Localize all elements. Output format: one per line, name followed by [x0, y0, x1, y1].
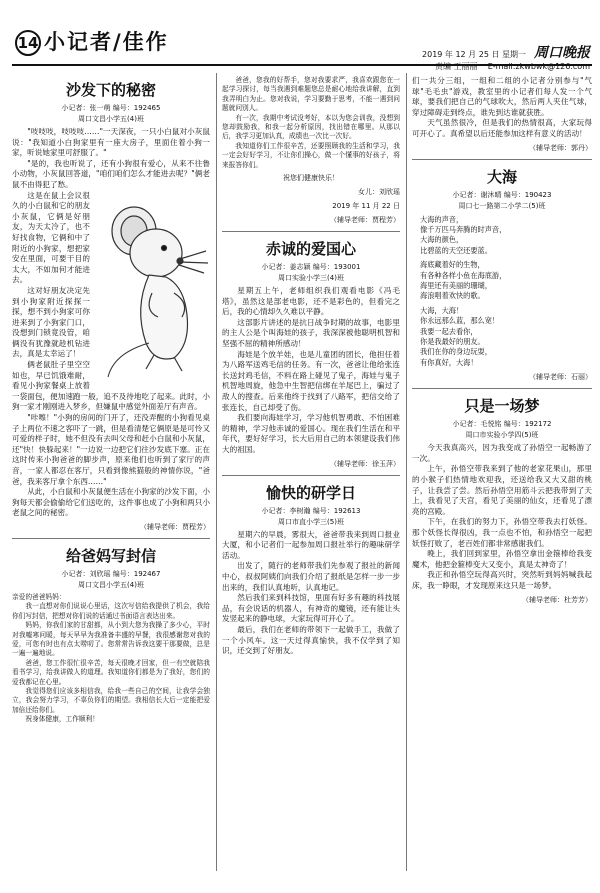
poem-line: 大海的颜色，	[420, 235, 464, 245]
paragraph: 有一次，我期中考试没考好，本以为您会训我，没想到您却鼓励我，和我一起分析原因，找出错在哪里。从那以后，我学习更加认真，成绩也一次比一次好。	[222, 113, 400, 141]
paragraph: 我们要向海娃学习，学习他机智勇敢、不怕困难的精神，学习他赤诚的爱国心。现在我们生活在和平年代，要好好学习，长大后用自己的本领建设我们伟大的祖国。	[222, 413, 400, 454]
article-byline: 小记者：刘欣瑶 编号：192467	[61, 569, 161, 578]
paragraph: 上午，孙悟空带我来到了他的老家花果山，那里的小猴子们热情地欢迎我，还送给我又大又甜的桃子，让我尝了尝。然后孙悟空用筋斗云把我带到了天上，我看见了天宫，看见了美丽的仙女，还看见了漂亮的宫殿。	[412, 464, 592, 516]
teacher-credit: （辅导老师：杜芳芳）	[522, 595, 592, 604]
poem-line: 我要一起去看你，	[420, 326, 478, 336]
paragraph: 出发了，随行的老师带我们先参观了报社的新闻中心，叔叔阿姨们向我们介绍了报纸是怎样一步一步出来的，我们认真地听，认真地记。	[222, 561, 400, 592]
article-body	[222, 530, 400, 657]
article-body	[412, 443, 592, 591]
article-school: 周口七一路第二小学二(5)班	[458, 201, 546, 210]
poem-line: 比碧蓝的天空还要蓝。	[420, 245, 492, 255]
poem-stanza	[420, 215, 592, 257]
poem-line: 大海的声音，	[420, 214, 464, 224]
article-school: 周口市直小学三(5)班	[278, 517, 344, 526]
teacher-credit: （辅导老师：徐玉萍）	[330, 459, 400, 468]
teacher-credit: （辅导老师：贾程芳）	[330, 216, 400, 225]
letter-signature: 女儿：刘欣瑶	[358, 188, 400, 197]
paragraph: 爸爸，您工作很忙很辛苦，每天很晚才回家，但一有空就陪我看书学习，给我讲做人的道理。我知道你们都是为了我好，您们的爱我都记在心里。	[12, 658, 210, 686]
page-header	[0, 0, 600, 71]
article-shafa	[12, 81, 210, 532]
issue-date: 2019 年 12 月 25 日 星期一	[422, 50, 526, 59]
article-body	[12, 593, 210, 725]
paragraph: 亲爱的爸爸妈妈：	[12, 592, 66, 601]
section-title: 小记者/佳作	[44, 29, 169, 54]
paragraph: 爸爸，您我的好帮手，您对我要求严，我喜欢跟您在一起学习探讨，每当我遇到难题您总是耐心地给我讲解，直到我弄明白为止。您对我说，学习要勤于思考，不能一遇到问题就问别人。	[222, 76, 400, 113]
poem-line: 有你真好，大海！	[420, 357, 478, 367]
article-title: 大海	[486, 167, 517, 186]
poem-line: 海浪唱着欢快的歌。	[420, 291, 485, 301]
paragraph: 妈妈，你我们家的甘甜都，从小到大您为我操了多少心，平时对我嘘寒问暖，每天早早为我准备丰盛的早餐，我很感谢您对我的爱，可您有时也有点太唠叨了。您常常告诉我这要干那要做，总是一遍一遍地说。	[12, 621, 210, 658]
paragraph: 星期五上午，老师组织我们观看电影《冯毛塔》，虽然这是部老电影，还不是彩色的，但看完之后，我的心情却久久难以平静。	[222, 286, 400, 317]
paragraph: 祝身体健康，工作顺利！	[25, 715, 99, 724]
paragraph: 这部影片讲述的是抗日战争时期的故事，电影里的主人公是个叫海娃的孩子，我深深被他聪明机智和坚强不屈的精神所感动！	[222, 317, 400, 349]
poem-line: 你是我最好的朋友。	[420, 337, 485, 347]
paragraph: 今天我真高兴，因为我变成了孙悟空一起畅游了一次。	[412, 443, 592, 463]
yukuai-continued	[412, 76, 592, 153]
article-title: 愉快的研学日	[265, 483, 356, 502]
article-title: 赤诚的爱国心	[265, 240, 356, 259]
paragraph: 然后我们来到科技馆，里面有好多有趣的科技展品，有会说话的机器人，有神奇的魔镜，还有能让头发竖起来的静电球，大家玩得可开心了。	[222, 593, 400, 624]
paragraph: 这是在鼠上会议很久的小白鼠和它的朋友小灰鼠，它俩是好朋友，为天太冷了，也不好找食物，它俩和中了附近的小狗家，想把家安在里面，可要干目的太大，不如加何才能进去。	[12, 190, 90, 285]
poem-line: 海底藏着好的生物，	[420, 260, 485, 270]
paragraph: 晚上，我们回到家里，孙悟空拿出金箍棒给我变魔术，他把金箍棒变大又变小，真是太神奇了！	[412, 549, 592, 569]
poem-stanza	[420, 260, 592, 302]
article-dahai	[412, 168, 592, 383]
divider	[222, 231, 400, 232]
paragraph: 从此，小白鼠和小灰鼠便生活在小狗家的沙发下面，小狗每天都会偷偷给它们送吃的，这件事也成了小狗和两只小老鼠之间的秘密。	[12, 487, 210, 518]
poem-line: 像千万匹马奔腾的时声音，	[420, 224, 507, 234]
letter-date: 2019 年 11 月 22 日	[332, 202, 400, 211]
divider	[12, 538, 210, 539]
article-body	[222, 76, 400, 170]
paragraph: 下午，在我们的努力下，孙悟空带我去打妖怪。那个妖怪长得很凶，我一点也不怕，和孙悟空一起把妖怪打败了，老百姓们都非常感谢我们。	[412, 517, 592, 548]
column-divider	[216, 73, 217, 871]
poem-line: 你永远那么蓝，那么宽！	[420, 316, 500, 326]
paragraph: 我知道你们工作很辛苦，还要照顾我的生活和学习，我一定会好好学习，不让你们操心，做一个懂事的好孩子，将来报答你们。	[222, 141, 400, 169]
paragraph: 我正和孙悟空玩得高兴时，突然听到妈妈喊我起床，我一睁眼，才发现原来这只是一场梦。	[412, 570, 592, 590]
poem-stanza	[420, 306, 592, 368]
teacher-credit: （辅导老师：石丽）	[529, 373, 592, 382]
article-byline: 小记者：姜志颖 编号：193001	[261, 263, 361, 272]
mouse-illustration	[94, 193, 210, 383]
teacher-credit: （辅导老师：贾程芳）	[140, 522, 210, 531]
paragraph: "咔嚓！"小狗的房间的门开了，还没弄醒的小狗看见桌子上两位不速之客吓了一跳，但是看清楚它俩原是是可怜又可爱的样子时，她不但没有去叫父母和赶小白鼠和小灰鼠，还"快！快躲起来！"一边说一边把它们往沙发底下塞。正在这时传来小狗爸爸的脚步声，原来他们也听到了家厅的声音，一家人都忍在客厅，只看到像熊猫般的神情你说，"爸爸，我来客厅拿个东西……"	[12, 413, 210, 486]
editor-email: E-mail:zkwbwk@126.com	[487, 62, 590, 71]
paper-name: 周口晚报	[534, 45, 590, 61]
article-byline: 小记者：张一萌 编号：192465	[61, 104, 161, 112]
header-rule	[12, 64, 592, 66]
article-byline: 小记者：毛悦铭 编号：192172	[452, 420, 552, 429]
article-byline: 小记者：谢沐晴 编号：190423	[452, 190, 552, 199]
paragraph: 最后，我们在老师的带领下一起做手工，我做了一个小风车。这一天过得真愉快，我不仅学到了知识，还交到了好朋友。	[222, 624, 400, 656]
poem-line: 有各种各样小鱼在海底游，	[420, 270, 507, 280]
poem-line: 海里还有美丽的珊瑚，	[420, 281, 492, 290]
teacher-credit: （辅导老师：郭丹）	[529, 143, 592, 152]
article-body	[412, 76, 592, 140]
article-yukuai	[222, 484, 400, 657]
paragraph: 们一共分三组，一组和二组的小记者分别参与"气球"毛毛虫"游戏，教室里的小记者们每人发一个气球，要我们把自己的气球吹大，然后两人夹住气球，穿过障碍走到终点，谁先到达谁就获胜。	[412, 76, 592, 117]
masthead-info	[422, 42, 590, 72]
paragraph: 我一直想对你们说说心里话，这次写信给我提供了机会，我给你们写封信，把想对你们说的话通过书面语言表达出来。	[12, 602, 210, 620]
article-body	[12, 127, 210, 519]
article-meng	[412, 397, 592, 604]
article-school: 周口实验小学三(4)班	[278, 274, 344, 283]
paragraph: 我觉得您们应该多相信我，给我一些自己的空间，让我学会独立，我会努力学习，不辜负你们的期望。我相信长大后一定能把爱加倍还给你们。	[12, 687, 210, 714]
right-column	[412, 73, 592, 871]
article-title: 沙发下的秘密	[65, 81, 156, 99]
left-column	[12, 73, 210, 871]
article-title: 只是一场梦	[464, 397, 540, 416]
divider	[412, 388, 592, 389]
article-body	[222, 286, 400, 456]
poem-line: 大海，大海！	[420, 305, 464, 315]
poem-line: 我们在你的身边玩耍，	[420, 347, 492, 357]
paragraph: 星期六的早晨，雾很大，爸爸带我来到周口报业大厦，和小记者们一起参加周口报社举行的趣味研学活动。	[222, 529, 400, 560]
middle-column	[222, 73, 400, 871]
paragraph: 这对好朋友决定先到小狗家附近探探一探，想不到小狗家可你进来到了小狗家门口，没想到门锁竟没管，咱俩没有犹豫就趁机钻进去，真是太幸运了！	[12, 285, 90, 359]
article-title: 给爸妈写封信	[65, 546, 156, 565]
page-number: 14	[15, 30, 41, 56]
letter-continued	[222, 76, 400, 225]
paragraph: 海娃是个放羊娃，也是儿童团的团长，他担任着为八路军送鸡毛信的任务。有一次，爸爸让他给张连长送封鸡毛信，不料在路上碰见了鬼子，海娃与鬼子机智地周旋，他急中生智把信绑在羊尾巴上，骗过了敌人的搜查。后来他终于找到了八路军，把信交给了张连长，自己却受了伤。	[222, 349, 400, 412]
column-divider	[406, 73, 407, 871]
article-school: 周口文昌小学五(4)班	[78, 580, 144, 589]
paragraph: 俩老鼠肚子里空空如也，早已饥饿难耐，看见小狗家餐桌上放着一袋面包，便加速跑一般，追不及待地吃了起来。此时，小狗一家才刚刚进入梦乡，但嫌鼠中感觉外面差厅有声音。	[12, 360, 210, 412]
paragraph: 天气虽然很冷，但是我们的热情很高，大家玩得可开心了。真希望以后还能参加这样有意义的活动！	[412, 118, 592, 138]
article-letter	[12, 547, 210, 725]
article-byline: 小记者：李树瀚 编号：192613	[261, 506, 361, 515]
article-chicheng	[222, 240, 400, 469]
article-school: 周口市实验小学四(5)班	[465, 431, 539, 440]
divider	[222, 475, 400, 476]
paragraph: "吱吱吱，吱吱吱……"一天深夜，一只小白鼠对小灰鼠说："我知道小白狗家里有一座大房子，里面住着小狗一家，听说她家里可舒服了。"	[12, 127, 210, 158]
editor-line: 责编 王丽丽	[434, 62, 478, 71]
article-school: 周口文昌小学五(4)班	[78, 115, 144, 123]
divider	[412, 159, 592, 160]
letter-closing: 祝您们健康快乐！	[283, 174, 339, 183]
paragraph: "是的，我也听说了，还有小狗很有爱心，从来不往鲁小动物，小灰鼠回答道，"咱们咱们怎么才能进去呢？"俩老鼠不由得犯了愁。	[12, 158, 210, 189]
